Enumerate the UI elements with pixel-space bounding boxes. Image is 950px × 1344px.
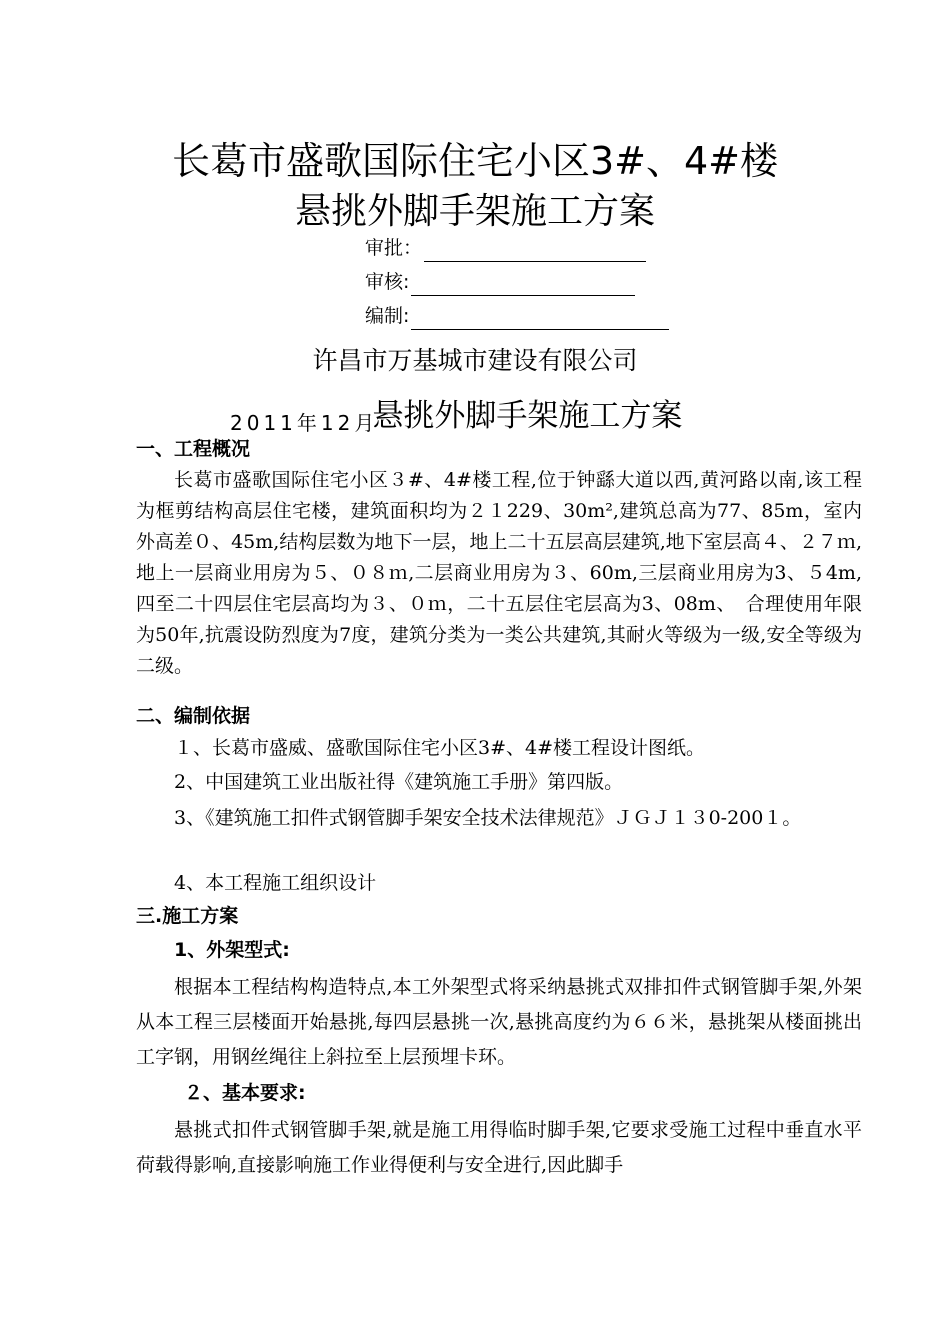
- section-3-body1: 根据本工程结构构造特点,本工外架型式将采纳悬挑式双排扣件式钢管脚手架,外架从本工程三层楼面开始悬挑,每四层悬挑一次,悬挑高度约为６６米，悬挑架从楼面挑出工字钢，用钢丝绳往上斜拉至上层预埋卡环。: [136, 976, 862, 1068]
- basis-item-3: 3、《建筑施工扣件式钢管脚手架安全技术法律规范》ＪＧＪ１３0-200１。: [174, 807, 802, 829]
- review-signature-row: [365, 268, 635, 296]
- approve-label: 审批：: [365, 237, 423, 259]
- basis-item-2: 2、中国建筑工业出版社得《建筑施工手册》第四版。: [174, 771, 624, 793]
- approve-signature-line: [424, 241, 646, 262]
- date-line: [230, 396, 682, 436]
- document-date: 2011年12月: [230, 411, 379, 435]
- review-label: 审核:: [365, 271, 410, 293]
- section-1-body: 长葛市盛歌国际住宅小区３#、4#楼工程,位于钟繇大道以西,黄河路以南,该工程为框剪结构高层住宅楼，建筑面积均为２１229、30m²,建筑总高为77、85m，室内外高差０、45m,结构层数为地下一层，地上二十五层高层建筑,地下室层高４、２７ｍ,地上一层商业用房为５、０８ｍ,二层商业用房为３、60m,三层商业用房为3、５4m,四至二十四层住宅层高均为３、０ｍ，二十五层住宅层高为3、08m、 合理使用年限为50年,抗震设防烈度为7度，建筑分类为一类公共建筑,其耐火等级为一级,安全等级为二级。: [136, 469, 862, 677]
- section-3-sub1: 1、外架型式:: [174, 939, 290, 961]
- compile-signature-line: [411, 309, 669, 330]
- section-3-sub2: ２、基本要求:: [184, 1082, 306, 1104]
- cover-title-line1: 长葛市盛歌国际住宅小区3#、4#楼: [171, 139, 779, 183]
- section-3-body2: 悬挑式扣件式钢管脚手架,就是施工用得临时脚手架,它要求受施工过程中垂直水平荷载得影响,直接影响施工作业得便利与安全进行,因此脚手: [136, 1119, 862, 1176]
- cover-title-line2: 悬挑外脚手架施工方案: [294, 191, 655, 232]
- review-signature-line: [411, 275, 635, 296]
- section-3-heading: 三.施工方案: [136, 905, 239, 927]
- basis-item-4: 4、本工程施工组织设计: [174, 872, 377, 894]
- company-name: 许昌市万基城市建设有限公司: [312, 346, 638, 375]
- repeat-title: 悬挑外脚手架施工方案: [372, 398, 683, 434]
- basis-item-1: １、长葛市盛威、盛歌国际住宅小区3#、4#楼工程设计图纸。: [174, 737, 706, 759]
- section-1-heading: 一、工程概况: [136, 438, 251, 460]
- compile-signature-row: [365, 302, 669, 330]
- section-2-heading: 二、编制依据: [136, 705, 251, 727]
- approve-signature-row: [365, 234, 646, 262]
- compile-label: 编制:: [365, 305, 410, 327]
